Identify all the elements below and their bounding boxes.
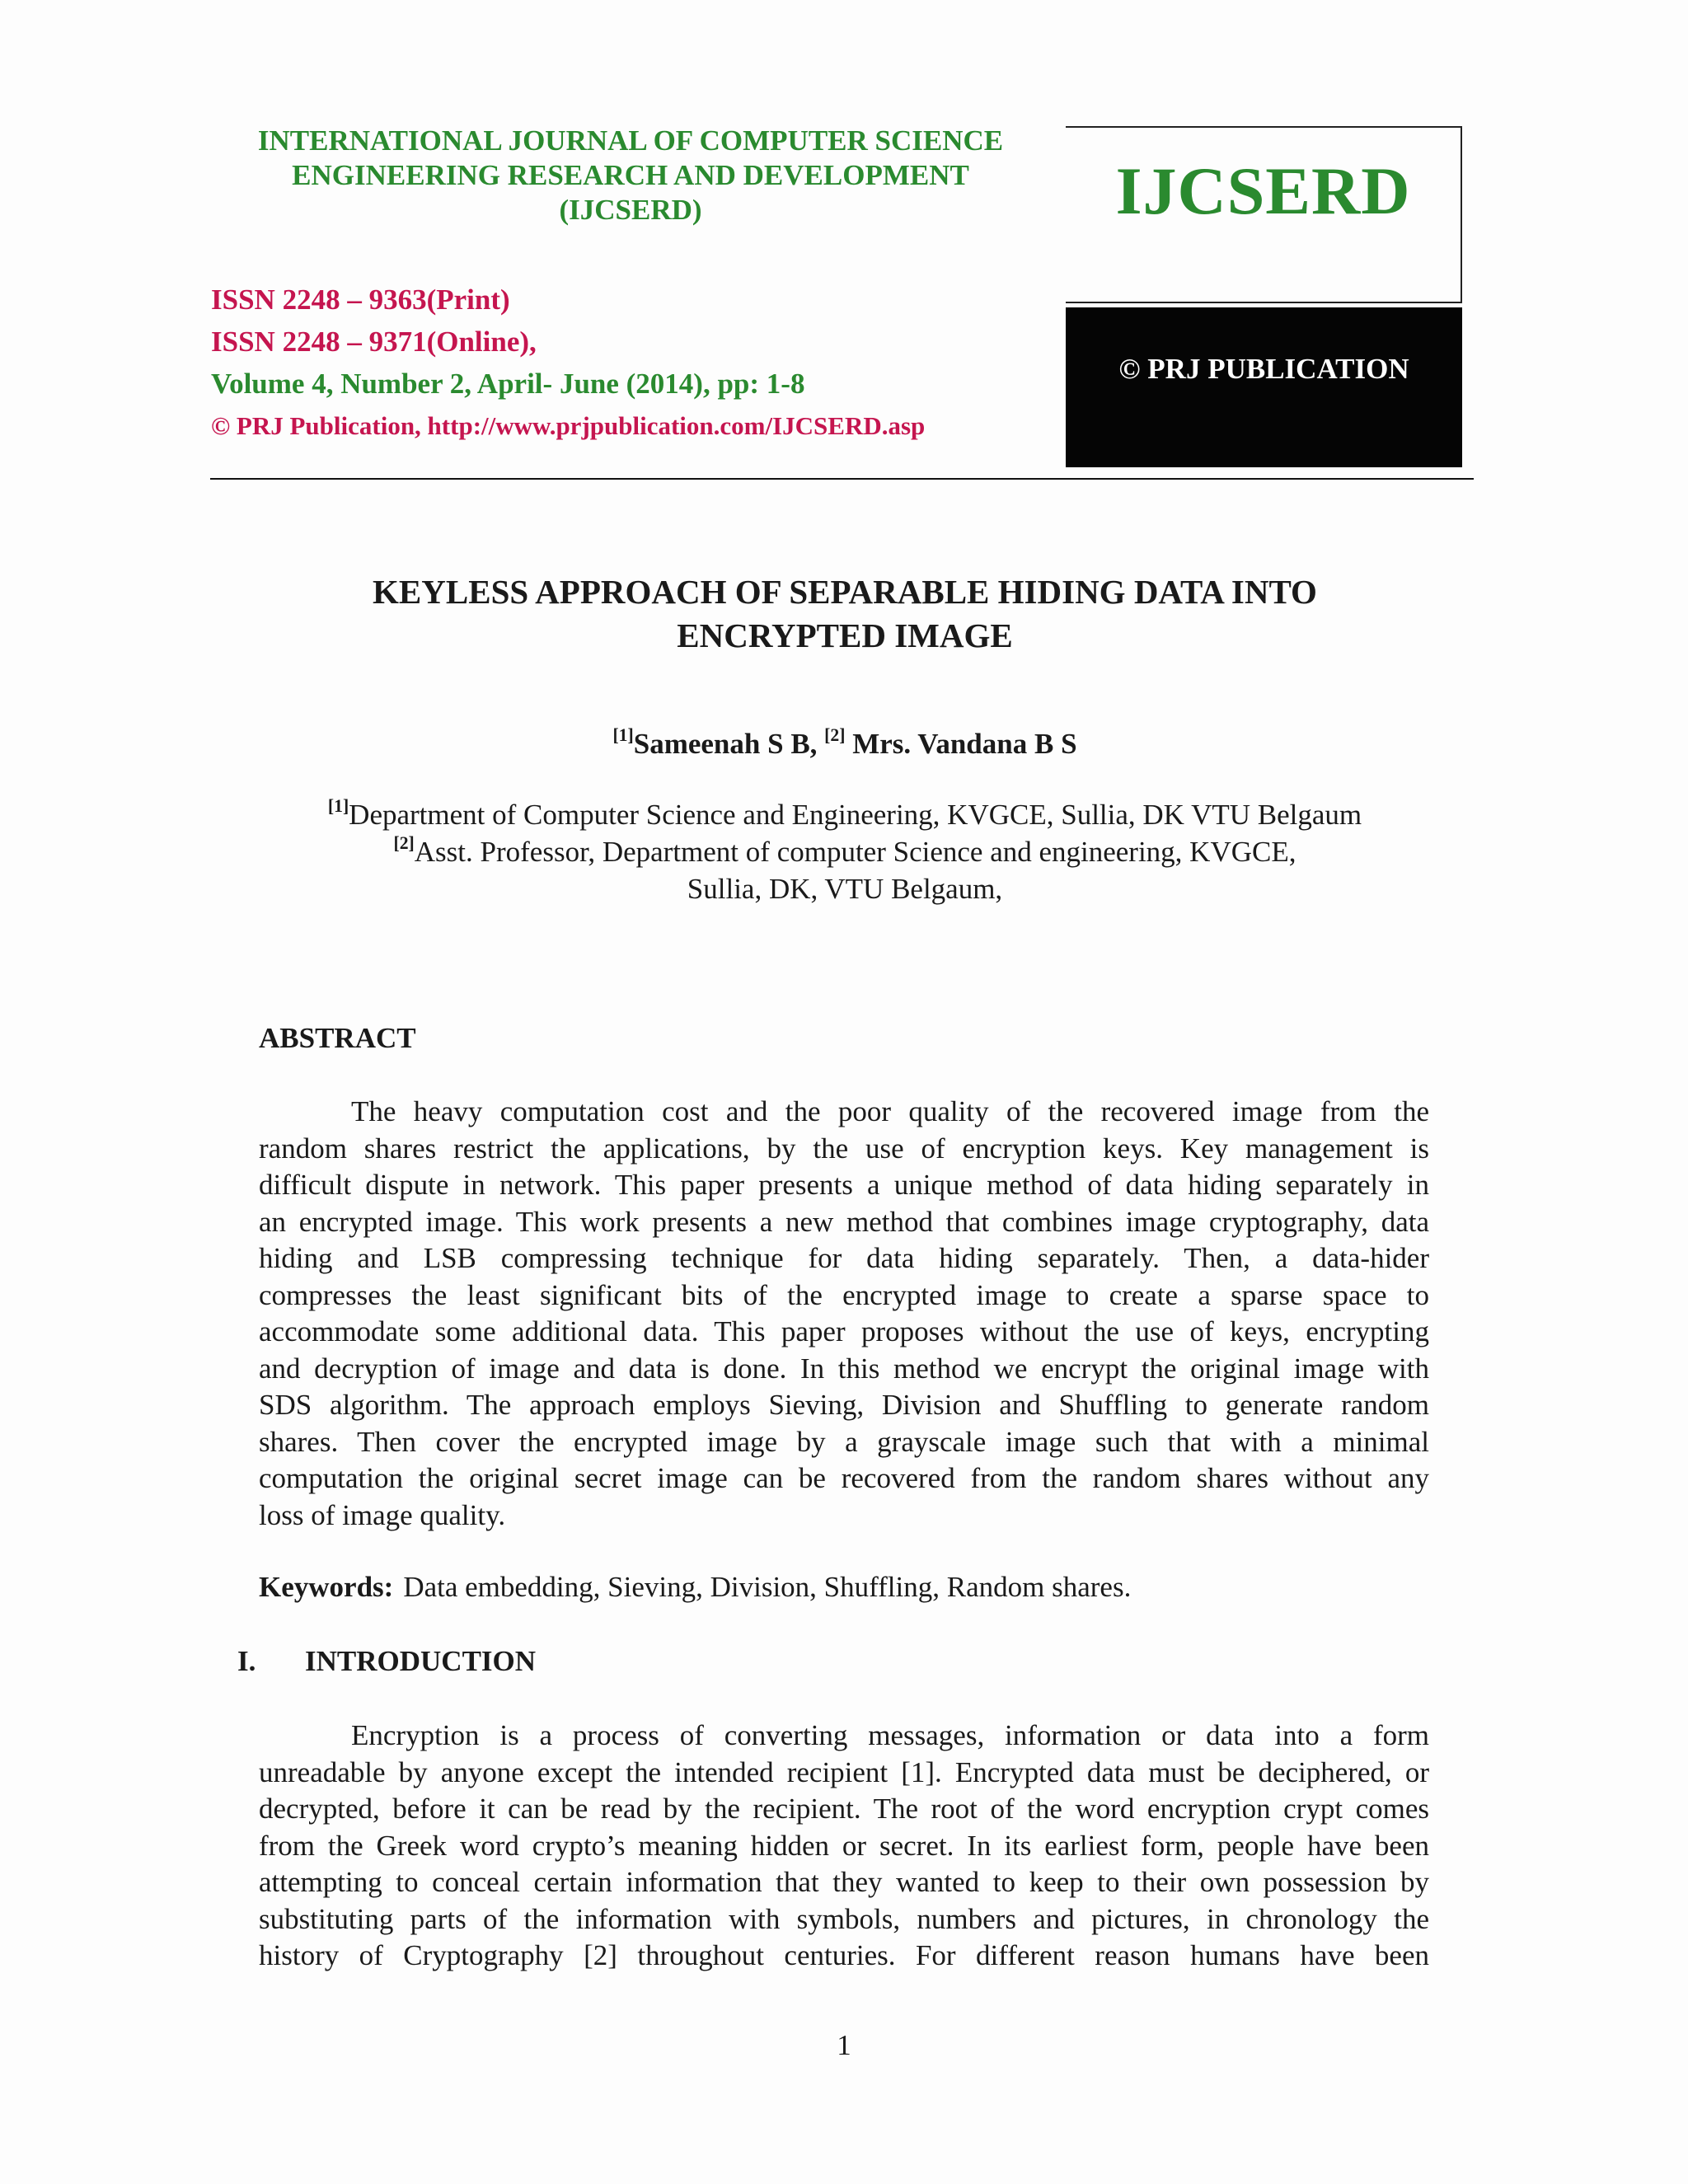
intro-line: substituting parts of the information with symbols, numbers and pictures, in chronology the: [259, 1902, 1429, 1935]
affiliation-text: Asst. Professor, Department of computer Science and engineering, KVGCE,: [414, 836, 1296, 868]
keywords-text: Data embedding, Sieving, Division, Shuffling, Random shares.: [403, 1571, 1132, 1603]
title-line: ENCRYPTED IMAGE: [677, 616, 1013, 654]
header-divider: [210, 478, 1474, 480]
abstract-line: random shares restrict the applications, by the use of encryption keys. Key management is: [259, 1132, 1429, 1165]
publisher-label: © PRJ PUBLICATION: [1118, 353, 1409, 385]
abstract-line: computation the original secret image can be recovered from the random shares without any: [259, 1462, 1429, 1494]
abstract-line: shares. Then cover the encrypted image by a grayscale image such that with a minimal: [259, 1425, 1429, 1458]
journal-logo-box: [1066, 126, 1462, 303]
author-list: [214, 724, 1475, 761]
keywords: [259, 1571, 1131, 1604]
abstract-line: and decryption of image and data is done. In this method we encrypt the original image with: [259, 1352, 1429, 1385]
affiliation-2: [214, 833, 1475, 870]
abstract-line: an encrypted image. This work presents a new method that combines image cryptography, data: [259, 1205, 1429, 1238]
affiliation-text: Department of Computer Science and Engineering, KVGCE, Sullia, DK VTU Belgaum: [349, 799, 1362, 831]
abstract-line: accommodate some additional data. This paper proposes without the use of keys, encrypting: [259, 1315, 1429, 1347]
title-line: KEYLESS APPROACH OF SEPARABLE HIDING DATA INTO: [373, 573, 1317, 611]
affiliation-marker: [1]: [327, 795, 349, 816]
introduction-heading: INTRODUCTION: [305, 1645, 537, 1677]
journal-logo: IJCSERD: [1115, 153, 1411, 228]
issn-print: ISSN 2248 – 9363(Print): [211, 284, 510, 316]
page-number: 1: [837, 2029, 851, 2061]
journal-name-line: (IJCSERD): [559, 194, 702, 226]
intro-line: Encryption is a process of converting messages, information or data into a form: [351, 1719, 1429, 1751]
issn-online: ISSN 2248 – 9371(Online),: [211, 326, 537, 358]
journal-name-line: INTERNATIONAL JOURNAL OF COMPUTER SCIENCE: [257, 124, 1004, 157]
abstract-line: compresses the least significant bits of the encrypted image to create a sparse space to: [259, 1278, 1429, 1311]
publication-link: © PRJ Publication, http://www.prjpublication.com/IJCSERD.asp: [211, 411, 926, 440]
author-marker: [1]: [612, 724, 634, 745]
author-name: Mrs. Vandana B S: [845, 728, 1077, 760]
affiliation-2-cont: Sullia, DK, VTU Belgaum,: [687, 873, 1003, 905]
journal-name-line: ENGINEERING RESEARCH AND DEVELOPMENT: [292, 159, 969, 191]
abstract-line: SDS algorithm. The approach employs Sieving, Division and Shuffling to generate random: [259, 1389, 1429, 1421]
abstract-line: difficult dispute in network. This paper presents a unique method of data hiding separately in: [259, 1169, 1429, 1201]
abstract-line: The heavy computation cost and the poor quality of the recovered image from the: [351, 1095, 1429, 1127]
abstract-body: [259, 1094, 1429, 1534]
affiliations: [214, 796, 1475, 907]
abstract-heading: ABSTRACT: [259, 1022, 416, 1054]
abstract-line: hiding and LSB compressing technique for data hiding separately. Then, a data-hider: [259, 1242, 1429, 1274]
intro-line: attempting to conceal certain information that they wanted to keep to their own possession by: [259, 1866, 1429, 1898]
section-number: I.: [237, 1645, 256, 1677]
issn-block: [211, 279, 925, 447]
intro-line: history of Cryptography [2] throughout centuries. For different reason humans have been: [259, 1939, 1429, 1971]
keywords-label: Keywords:: [259, 1571, 394, 1603]
journal-name: [206, 124, 1055, 227]
intro-line: unreadable by anyone except the intended recipient [1]. Encrypted data must be deciphered, or: [259, 1755, 1429, 1788]
intro-line: decrypted, before it can be read by the recipient. The root of the word encryption crypt comes: [259, 1793, 1429, 1825]
affiliation-marker: [2]: [393, 832, 415, 853]
author-marker: [2]: [824, 724, 846, 745]
abstract-line: loss of image quality.: [259, 1498, 506, 1531]
affiliation-1: [214, 796, 1475, 833]
volume-info: Volume 4, Number 2, April- June (2014), pp: 1-8: [211, 368, 805, 400]
author-name: Sameenah S B,: [633, 728, 825, 760]
introduction-body: [259, 1718, 1429, 1975]
intro-line: from the Greek word crypto’s meaning hidden or secret. In its earliest form, people have been: [259, 1829, 1429, 1862]
publisher-box: [1066, 307, 1462, 467]
paper-title: [214, 570, 1475, 658]
